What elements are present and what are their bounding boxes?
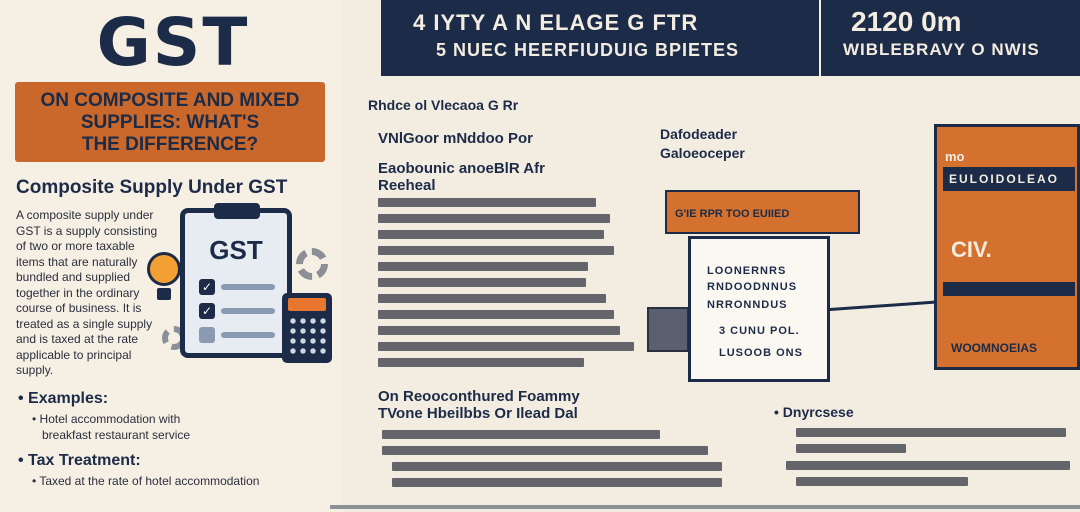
paragraph-line (378, 342, 634, 351)
paragraph-line (786, 461, 1070, 470)
calculator-keys (288, 316, 326, 358)
clipboard-clip-icon (214, 203, 260, 219)
paragraph-line (378, 214, 610, 223)
paragraph-line (378, 294, 606, 303)
paragraph-line (796, 477, 968, 486)
lightbulb-icon (147, 252, 181, 286)
lightbulb-base-icon (157, 288, 171, 300)
top-banner (378, 0, 1080, 76)
description-line: A composite supply under (16, 208, 154, 222)
document-card (688, 236, 830, 382)
connector-line (830, 301, 935, 311)
document-line: NRRONNDUS (707, 299, 788, 311)
paragraph-line (378, 198, 596, 207)
title-banner (15, 82, 325, 162)
paragraph-line (378, 326, 620, 335)
calculator-screen (288, 298, 326, 311)
paragraph-line (796, 428, 1066, 437)
description-line: of two or more taxable (16, 239, 135, 253)
info-card-bar: EULOIDOLEAO (943, 167, 1075, 191)
description-line: applicable to principal (16, 347, 132, 362)
page-title: GST (96, 4, 250, 81)
checkbox-icon: ✓ (199, 279, 215, 295)
paragraph-line (378, 230, 604, 239)
checklist-line (221, 284, 275, 290)
checklist-line (221, 332, 275, 338)
box-title: Galoeoceper (660, 145, 745, 161)
description-line: items that are naturally (16, 254, 138, 269)
top-banner-line: 4 IYTY A N ELAGE G FTR (413, 10, 699, 35)
gear-icon (296, 248, 328, 280)
section-title: Composite Supply Under GST (16, 177, 288, 198)
paragraph-line (796, 444, 906, 453)
description-line: together in the ordinary (16, 285, 140, 300)
clipboard-label: GST (209, 235, 263, 265)
description-line: bundled and supplied (16, 270, 131, 284)
document-line: 3 CUNU POL. (719, 325, 800, 337)
process-box (665, 190, 860, 234)
bottom-divider (330, 505, 1080, 509)
middle-heading: Reeheal (378, 177, 436, 194)
process-box-text: G'IE RPR TOO EUIIED (675, 208, 790, 220)
paragraph-line (378, 278, 586, 287)
bottom-heading: TVone Hbeilbbs Or Ilead Dal (378, 405, 578, 422)
tax-treatment-heading: • Tax Treatment: (18, 452, 141, 469)
paragraph-line (378, 262, 588, 271)
banner-line: THE DIFFERENCE? (81, 134, 259, 155)
examples-heading: • Examples: (18, 390, 109, 407)
calculator-icon (282, 293, 332, 363)
info-card (934, 124, 1080, 370)
paragraph-line (382, 446, 708, 455)
right-bullet-heading: • Dnyrcsese (774, 404, 854, 420)
description-line: GST is a supply consisting (16, 223, 158, 238)
top-banner-divider (819, 0, 821, 76)
banner-line: ON COMPOSITE AND MIXED (40, 90, 300, 111)
clipboard-icon (180, 208, 292, 358)
description-line: course of business. It is (16, 301, 142, 315)
document-line: RNDOODNNUS (707, 281, 798, 293)
paragraph-line (392, 478, 722, 487)
document-line: LUSOOB ONS (719, 347, 803, 359)
paragraph-line (378, 310, 614, 319)
description-line: and is taxed at the rate (16, 332, 139, 346)
checklist-row (199, 279, 277, 295)
info-card-strip (943, 282, 1075, 296)
paragraph-line (378, 246, 614, 255)
document-line: LOONERNRS (707, 265, 787, 277)
bottom-heading: On Reooconthured Foammy (378, 388, 580, 405)
machine-icon (647, 307, 689, 352)
top-banner-line: 5 NUEC HEERFIUDUIG BPIETES (436, 40, 740, 60)
info-card-bottom: WOOMNOEIAS (951, 341, 1037, 355)
examples-item: • Hotel accommodation with (32, 412, 181, 426)
top-banner-number: 2120 0m (851, 6, 962, 37)
paragraph-line (382, 430, 660, 439)
checklist-row (199, 327, 277, 343)
middle-heading: Eaobounic anoeBlR Afr (378, 160, 545, 177)
checklist-line (221, 308, 275, 314)
paragraph-line (392, 462, 722, 471)
description (16, 208, 166, 379)
info-card-mid: CIV. (951, 237, 992, 262)
examples-item: breakfast restaurant service (42, 427, 191, 442)
tax-treatment-list (32, 474, 259, 490)
description-line: treated as a single supply (16, 316, 153, 331)
middle-heading: VNlGoor mNddoo Por (378, 130, 533, 147)
left-panel (0, 0, 342, 512)
checklist-row (199, 303, 277, 319)
paragraph-line (378, 358, 584, 367)
middle-heading: Rhdce ol Vlecaoa G Rr (368, 97, 519, 113)
description-line: supply. (16, 363, 54, 377)
banner-line: SUPPLIES: WHAT'S (80, 112, 260, 133)
examples-list (32, 412, 190, 443)
top-banner-subtitle: WIBLEBRAVY O NWIS (843, 40, 1040, 59)
checkbox-icon (199, 327, 215, 343)
box-title: Dafodeader (660, 126, 738, 142)
info-card-label: mo (945, 149, 965, 164)
checkbox-icon: ✓ (199, 303, 215, 319)
tax-treatment-item: • Taxed at the rate of hotel accommodation (32, 474, 260, 488)
